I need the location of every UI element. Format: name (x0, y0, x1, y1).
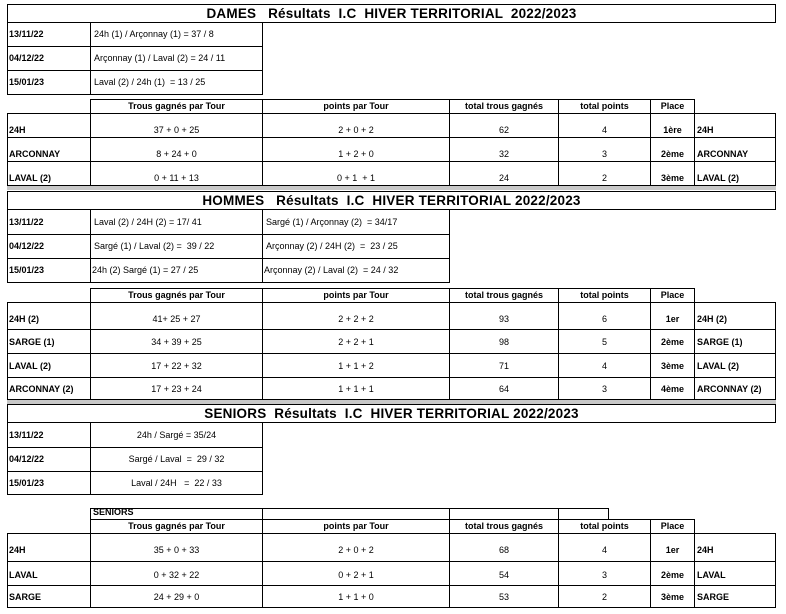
points-par-tour: 1 + 1 + 0 (338, 592, 374, 602)
col-header-total-points: total points (580, 101, 629, 111)
team-name: SARGE (1) (9, 337, 55, 347)
total-trous: 93 (498, 314, 509, 324)
trous-par-tour: 34 + 39 + 25 (151, 337, 202, 347)
points-par-tour: 2 + 2 + 2 (338, 314, 374, 324)
total-trous: 32 (498, 149, 509, 159)
round-date: 04/12/22 (9, 53, 45, 63)
col-header-total-points: total points (580, 290, 629, 300)
place: 1ère (663, 125, 682, 135)
round-date: 15/01/23 (9, 478, 45, 488)
match-result: 24h / Sargé = 35/24 (136, 430, 217, 440)
team-name: ARCONNAY (9, 149, 61, 159)
total-points: 2 (601, 592, 607, 602)
total-points: 3 (601, 149, 607, 159)
place: 1er (665, 314, 680, 324)
total-points: 4 (601, 361, 607, 371)
points-par-tour: 1 + 2 + 0 (338, 149, 374, 159)
total-trous: 62 (498, 125, 509, 135)
team-name-right: ARCONNAY (2) (697, 384, 762, 394)
col-header-place: Place (660, 101, 685, 111)
total-points: 6 (601, 314, 607, 324)
team-name-right: ARCONNAY (697, 149, 749, 159)
points-par-tour: 0 + 1 + 1 (336, 173, 376, 183)
trous-par-tour: 0 + 11 + 13 (154, 173, 199, 183)
total-trous: 98 (498, 337, 509, 347)
place: 4ème (660, 384, 685, 394)
place: 2ème (660, 149, 685, 159)
points-par-tour: 0 + 2 + 1 (338, 570, 374, 580)
trous-par-tour: 35 + 0 + 33 (153, 545, 200, 555)
trous-par-tour: 17 + 22 + 32 (151, 361, 202, 371)
total-points: 2 (601, 173, 607, 183)
col-header-trous: Trous gagnés par Tour (128, 290, 225, 300)
match-result: Sargé (1) / Arçonnay (2) = 34/17 (266, 217, 398, 227)
section-title-seniors: SENIORS Résultats I.C HIVER TERRITORIAL 2022/2023 (7, 404, 776, 423)
match-result: Arçonnay (1) / Laval (2) = 24 / 11 (94, 53, 226, 63)
team-name: 24H (9, 125, 26, 135)
round-date: 04/12/22 (9, 454, 45, 464)
match-result: Laval / 24H = 22 / 33 (131, 478, 222, 488)
total-points: 5 (601, 337, 607, 347)
total-trous: 71 (498, 361, 509, 371)
place: 3ème (660, 173, 685, 183)
total-points: 4 (601, 125, 607, 135)
total-points: 3 (601, 570, 607, 580)
match-result: Arçonnay (2) / Laval (2) = 24 / 32 (264, 265, 399, 275)
col-header-place: Place (660, 290, 685, 300)
round-date: 13/11/22 (9, 217, 44, 227)
match-result: 24h (2) Sargé (1) = 27 / 25 (92, 265, 199, 275)
section-title-dames: DAMES Résultats I.C HIVER TERRITORIAL 2022/2023 (7, 4, 776, 23)
total-points: 3 (601, 384, 607, 394)
points-par-tour: 2 + 2 + 1 (338, 337, 374, 347)
match-result: Sargé (1) / Laval (2) = 39 / 22 (94, 241, 215, 251)
team-name: SARGE (9, 592, 42, 602)
table-label-seniors: SENIORS (93, 507, 134, 517)
total-trous: 53 (498, 592, 509, 602)
round-date: 15/01/23 (9, 77, 45, 87)
round-date: 04/12/22 (9, 241, 45, 251)
col-header-trous: Trous gagnés par Tour (128, 521, 225, 531)
trous-par-tour: 17 + 23 + 24 (151, 384, 202, 394)
col-header-total-trous: total trous gagnés (464, 290, 543, 300)
trous-par-tour: 41+ 25 + 27 (152, 314, 201, 324)
team-name-right: LAVAL (697, 570, 726, 580)
team-name: LAVAL (2) (9, 173, 51, 183)
team-name: LAVAL (2) (9, 361, 51, 371)
team-name-right: LAVAL (2) (697, 361, 739, 371)
col-header-trous: Trous gagnés par Tour (128, 101, 225, 111)
team-name: LAVAL (9, 570, 38, 580)
col-header-points: points par Tour (323, 521, 389, 531)
team-name-right: SARGE (1) (697, 337, 743, 347)
points-par-tour: 2 + 0 + 2 (338, 125, 374, 135)
round-date: 13/11/22 (9, 29, 44, 39)
points-par-tour: 1 + 1 + 1 (338, 384, 374, 394)
col-header-total-trous: total trous gagnés (464, 101, 543, 111)
place: 2ème (660, 570, 685, 580)
trous-par-tour: 37 + 0 + 25 (153, 125, 200, 135)
round-date: 15/01/23 (9, 265, 45, 275)
trous-par-tour: 24 + 29 + 0 (153, 592, 200, 602)
total-trous: 24 (498, 173, 509, 183)
team-name-right: LAVAL (2) (697, 173, 739, 183)
team-name: 24H (2) (9, 314, 40, 324)
col-header-points: points par Tour (323, 290, 389, 300)
team-name-right: 24H (697, 545, 714, 555)
team-name: ARCONNAY (2) (9, 384, 74, 394)
total-points: 4 (601, 545, 607, 555)
round-date: 13/11/22 (9, 430, 44, 440)
col-header-total-points: total points (580, 521, 629, 531)
team-name-right: 24H (697, 125, 714, 135)
col-header-points: points par Tour (323, 101, 389, 111)
place: 3ème (660, 361, 685, 371)
total-trous: 68 (498, 545, 509, 555)
place: 2ème (660, 337, 685, 347)
total-trous: 64 (498, 384, 509, 394)
team-name: 24H (9, 545, 26, 555)
trous-par-tour: 0 + 32 + 22 (153, 570, 200, 580)
place: 3ème (660, 592, 685, 602)
section-title-hommes: HOMMES Résultats I.C HIVER TERRITORIAL 2022/2023 (7, 191, 776, 210)
match-result: Laval (2) / 24h (1) = 13 / 25 (94, 77, 206, 87)
match-result: Arçonnay (2) / 24H (2) = 23 / 25 (266, 241, 398, 251)
points-par-tour: 2 + 0 + 2 (338, 545, 374, 555)
team-name-right: 24H (2) (697, 314, 728, 324)
place: 1er (665, 545, 680, 555)
col-header-total-trous: total trous gagnés (464, 521, 543, 531)
total-trous: 54 (498, 570, 509, 580)
match-result: 24h (1) / Arçonnay (1) = 37 / 8 (94, 29, 214, 39)
col-header-place: Place (660, 521, 685, 531)
trous-par-tour: 8 + 24 + 0 (156, 149, 197, 159)
points-par-tour: 1 + 1 + 2 (338, 361, 374, 371)
match-result: Sargé / Laval = 29 / 32 (128, 454, 225, 464)
team-name-right: SARGE (697, 592, 730, 602)
match-result: Laval (2) / 24H (2) = 17/ 41 (94, 217, 202, 227)
